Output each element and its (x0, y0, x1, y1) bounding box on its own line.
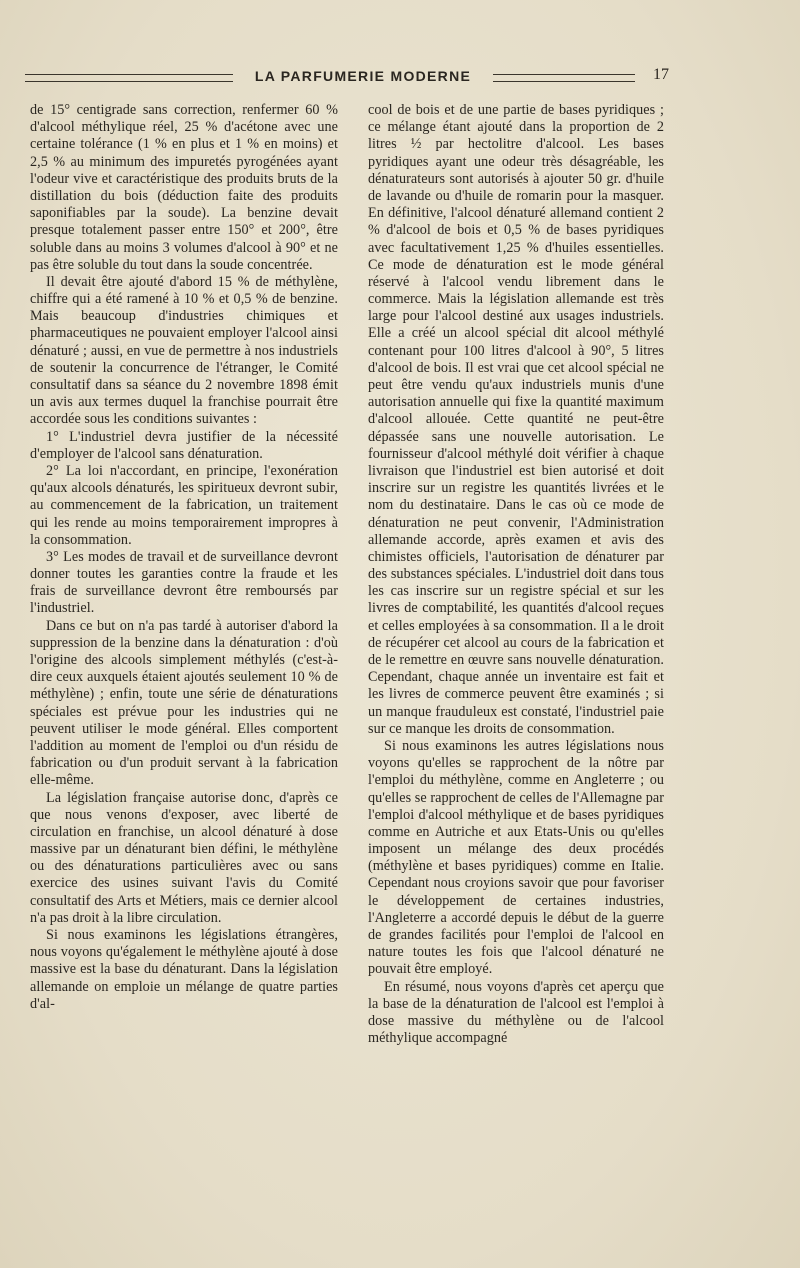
right-column (368, 102, 664, 1047)
paragraph: Si nous examinons les autres législations nous voyons qu'elles se rapprochent de la nôtre par l'emploi du méthylène, comme en Angleterre ; ou qu'elles se rapprochent de celles de l'Allemagne par l'emploi d'alcool méthylique et de bases pyridiques comme en Autriche et aux Etats-Unis ou qu'elles imposent un mélange des deux procédés (méthylène et bases pyridiques) comme en Italie. Cependant nous croyions savoir que pour favoriser le développement de certaines industries, l'Angleterre a accordé depuis le début de la guerre de grandes facilités pour l'emploi de l'alcool en nature toutes les fois que l'alcool dénaturé ne pouvait être employé. (368, 737, 664, 978)
paragraph: Il devait être ajouté d'abord 15 % de méthylène, chiffre qui a été ramené à 10 % et 0,5 % de benzine. Mais beaucoup d'industries chimiques et pharmaceutiques ne pouvaient employer l'alcool ainsi dénaturé ; aussi, en vue de permettre à nos industriels de soutenir la concurrence de l'étranger, le Comité consultatif dans sa séance du 2 novembre 1898 émit un avis aux termes duquel la franchise pourrait être accordée sous les conditions suivantes : (30, 273, 338, 428)
paragraph: de 15° centigrade sans correction, renfermer 60 % d'alcool méthylique réel, 25 % d'acétone avec une certaine tolérance (1 % en plus et 1 % en moins) et 2,5 % au minimum des impuretés pyrogénées ayant l'odeur vive et caractéristique des produits bruts de la distillation du bois (déduction faite des produits saponifiables par la soude). La benzine devait presque totalement passer entre 150° et 200°, être soluble dans au moins 3 volumes d'alcool à 90° et ne pas être soluble du tout dans la soude concentrée. (30, 102, 338, 273)
paragraph: La législation française autorise donc, d'après ce que nous venons d'exposer, avec liberté de circulation en franchise, un alcool dénaturé à dose massive par un dénaturant bien défini, le méthylène ou des dénaturations particulières avec ou sans exercice des usines suivant l'avis du Comité consultatif des Arts et Métiers, mais ce dernier alcool n'a pas droit à la libre circulation. (30, 789, 338, 926)
paragraph: cool de bois et de une partie de bases pyridiques ; ce mélange étant ajouté dans la proportion de 2 litres ½ par hectolitre d'alcool. Les bases pyridiques ayant une odeur très désagréable, les dénaturateurs sont autorisés à ajouter 50 gr. d'huile de lavande ou d'huile de romarin pour la masquer. En définitive, l'alcool dénaturé allemand contient 2 % d'alcool de bois et 0,5 % de bases pyridiques avec facultativement 1,25 % d'huiles essentielles. Ce mode de dénaturation est le mode général réservé à l'alcool vendu librement dans le commerce. Mais la législation allemande est très large pour l'alcool destiné aux usages industriels. Elle a créé un alcool spécial dit alcool méthylé contenant pour 100 litres d'alcool à 90°, 5 litres d'alcool de bois. Il est vrai que cet alcool spécial ne peut être vendu qu'aux industriels munis d'une autorisation annuelle qui fixe la quantité maximum d'alcool allouée. Cette quantité ne peut-être dépassée sans une nouvelle autorisation. Le fournisseur d'alcool méthylé doit vérifier à chaque livraison que l'industriel est bien autorisé et doit inscrire sur un registre les quantités livrées et le nom du destinataire. Dans le cas où ce mode de dénaturation ne peut convenir, l'Administration allemande accorde, après examen et avis des chimistes officiels, l'autorisation de dénaturer par des substances spéciales. L'industriel doit dans tous les cas inscrire sur un registre spécial et sur les livres de comptabilité, les quantités d'alcool reçues et celles employées à sa consommation. Il a le droit de récupérer cet alcool au cours de la fabrication et de le remettre en œuvre sans nouvelle dénaturation. Cependant, chaque année un inventaire est fait et les livres de commerce peuvent être examinés ; si un manque frauduleux est constaté, l'industriel paie sur ce manque les droits de consommation. (368, 102, 664, 737)
paragraph: 1° L'industriel devra justifier de la nécessité d'employer de l'alcool sans dénaturation. (30, 428, 338, 462)
paragraph: 2° La loi n'accordant, en principe, l'exonération qu'aux alcools dénaturés, les spiritueux devront subir, au commencement de la fabrication, un traitement qui les rende au moins temporairement impropres à la consommation. (30, 462, 338, 548)
paragraph: 3° Les modes de travail et de surveillance devront donner toutes les garanties contre la fraude et les frais de surveillance devront être remboursés par l'industriel. (30, 548, 338, 617)
header-rule-left (25, 74, 233, 82)
paragraph: Si nous examinons les législations étrangères, nous voyons qu'également le méthylène ajouté à dose massive est la base du dénaturant. Dans la législation allemande on emploie un mélange de quatre parties d'al- (30, 927, 338, 1012)
page-number: 17 (653, 66, 669, 83)
paragraph: Dans ce but on n'a pas tardé à autoriser d'abord la suppression de la benzine dans la dénaturation : d'où l'origine des alcools simplement méthylés (c'est-à-dire ceux auxquels étaient ajoutés seulement 10 % de méthylène) ; enfin, toute une série de dénaturations spéciales est prévue pour les industries qui ne peuvent utiliser le mode général. Elles comportent l'addition au moment de l'emploi ou d'un résidu de fabrication ou d'un produit servant à la fabrication elle-même. (30, 617, 338, 789)
running-title: LA PARFUMERIE MODERNE (254, 68, 472, 84)
running-header (25, 64, 765, 94)
left-column (30, 102, 338, 1013)
paragraph: En résumé, nous voyons d'après cet aperçu que la base de la dénaturation de l'alcool est l'emploi à dose massive du méthylène ou de l'alcool méthylique accompagné (368, 978, 664, 1047)
header-rule-right (493, 74, 635, 82)
